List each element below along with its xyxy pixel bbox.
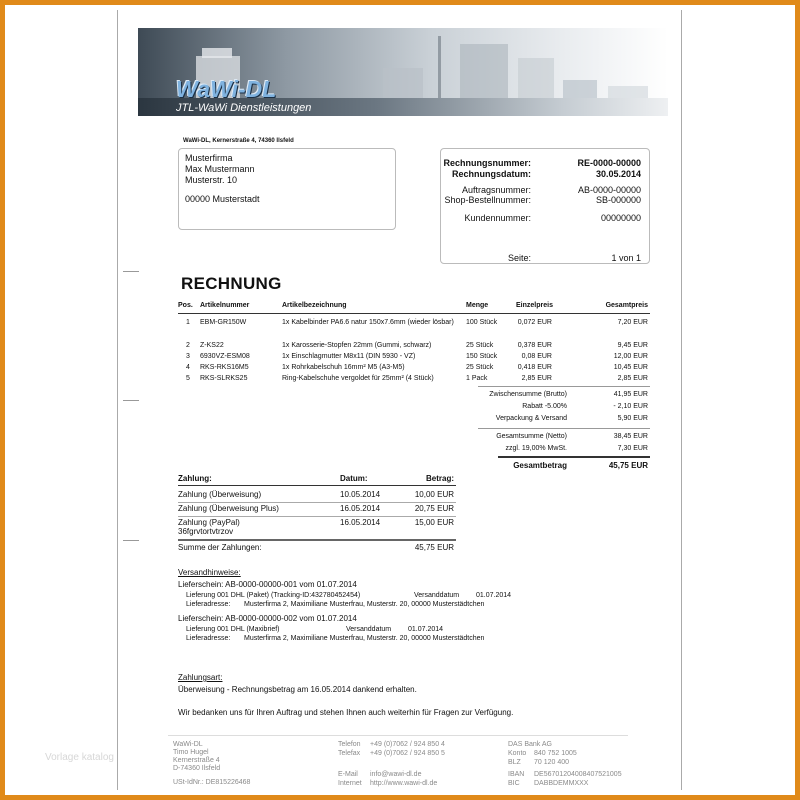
address-name: Max Mustermann: [185, 164, 255, 174]
address-city: 00000 Musterstadt: [185, 194, 260, 204]
thank-you-text: Wir bedanken uns für Ihren Auftrag und stehen Ihnen auch weiterhin für Fragen zur Verfügung.: [178, 708, 514, 717]
fold-mark: [123, 400, 139, 401]
table-row: 5 RKS-SLRKS25 Ring-Kabelschuhe vergoldet für 25mm² (4 Stück) 1 Pack 2,85 EUR 2,85 EUR: [186, 375, 648, 382]
delivery-note-1-title: Lieferschein: AB-0000-00000-001 vom 01.07.2014: [178, 580, 357, 589]
summary-total-divider: [498, 456, 650, 458]
company-tagline: JTL-WaWi Dienstleistungen: [176, 102, 312, 114]
footer-divider: [168, 735, 628, 736]
delivery-note-2-address: Musterfirma 2, Maximiliane Musterfrau, Musterstr. 20, 00000 Musterstädtchen: [244, 635, 485, 642]
summary-divider: [478, 386, 650, 387]
recipient-address: [178, 148, 396, 230]
summary-net: Gesamtsumme (Netto) 38,45 EUR: [496, 433, 648, 440]
info-row-invoice-number: Rechnungsnummer: RE-0000-00000: [443, 158, 641, 168]
sender-line: WaWi-DL, Kernerstraße 4, 74360 Ilsfeld: [183, 138, 294, 144]
delivery-note-2-date: 01.07.2014: [408, 626, 444, 633]
summary-discount: Rabatt -5.00% - 2,10 EUR: [522, 403, 648, 410]
summary-grand-total: Gesamtbetrag 45,75 EUR: [513, 461, 648, 470]
info-row-shop-order: Shop-Bestellnummer: SB-000000: [444, 195, 641, 205]
document-title: RECHNUNG: [181, 274, 282, 293]
payment-total-divider: [178, 539, 456, 541]
summary-shipping: Verpackung & Versand 5,90 EUR: [495, 415, 648, 422]
footer-company: WaWi-DL Timo Hugel Kernerstraße 4 D-74360 Ilsfeld USt-IdNr.: DE815226468: [173, 741, 251, 786]
table-row: 2 Z-KS22 1x Karosserie-Stopfen 22mm (Gummi, schwarz) 25 Stück 0,378 EUR 9,45 EUR: [186, 342, 648, 349]
delivery-note-1-date: 01.07.2014: [476, 592, 512, 599]
delivery-note-2-address-label: Lieferadresse:: [186, 635, 231, 642]
delivery-note-2-shipment: Lieferung 001 DHL (Maxibrief): [186, 626, 280, 633]
footer-bank: DAS Bank AG Konto 840 752 1005 BLZ 70 120 400 IBAN DE56701204008407521005 BIC DABBDEMMXXX: [508, 741, 622, 787]
payment-divider: [178, 516, 456, 517]
table-row: 3 6930VZ-ESM08 1x Einschlagmutter M8x11 (DIN 5930 - VZ) 150 Stück 0,08 EUR 12,00 EUR: [186, 353, 648, 360]
delivery-note-1-shipment: Lieferung 001 DHL (Paket) (Tracking-ID:432780452454): [186, 592, 361, 599]
payments-table-header: Zahlung: Datum: Betrag:: [178, 474, 456, 486]
invoice-info-box: [440, 148, 650, 264]
payments-total: Summe der Zahlungen: 45,75 EUR: [178, 543, 454, 552]
fold-mark: [123, 271, 139, 272]
fold-mark: [123, 540, 139, 541]
items-table-header: Pos. Artikelnummer Artikelbezeichnung Menge Einzelpreis Gesamtpreis: [178, 302, 650, 314]
table-row: 4 RKS-RKS16M5 1x Rohrkabelschuh 16mm² M5 (A3-M5) 25 Stück 0,418 EUR 10,45 EUR: [186, 364, 648, 371]
company-logo: WaWi-DL: [176, 76, 277, 102]
payment-divider: [178, 502, 456, 503]
shipping-notes-heading: Versandhinweise:: [178, 568, 241, 577]
payment-method-heading: Zahlungsart:: [178, 673, 223, 682]
delivery-note-2-date-label: Versanddatum: [346, 626, 392, 633]
watermark: Vorlage katalog: [45, 752, 114, 763]
address-street: Musterstr. 10: [185, 175, 238, 185]
delivery-note-2-title: Lieferschein: AB-0000-00000-002 vom 01.07.2014: [178, 614, 357, 623]
delivery-note-1-date-label: Versanddatum: [414, 592, 460, 599]
image-frame: [5, 5, 795, 795]
info-row-invoice-date: Rechnungsdatum: 30.05.2014: [451, 169, 641, 179]
payment-row: Zahlung (Überweisung) 10.05.2014 10,00 EUR: [178, 490, 454, 499]
table-row: 1 EBM-GR150W 1x Kabelbinder PA6.6 natur 150x7.6mm (wieder lösbar) 100 Stück 0,072 EUR 7,20 EUR: [186, 319, 648, 326]
footer-contact: Telefon +49 (0)7062 / 924 850 4 Telefax +49 (0)7062 / 924 850 5 E-Mail info@wawi-dl.de Internet http://www.wawi-dl.de: [338, 741, 445, 787]
info-row-page: Seite: 1 von 1: [507, 253, 641, 263]
header-banner: [138, 28, 668, 116]
payment-method-text: Überweisung - Rechnungsbetrag am 16.05.2014 dankend erhalten.: [178, 685, 417, 694]
info-row-customer-number: Kundennummer: 00000000: [464, 213, 641, 223]
payment-row: Zahlung (PayPal) 36fgrvtortvtrzov 16.05.2014 15,00 EUR: [178, 518, 454, 536]
delivery-note-1-address: Musterfirma 2, Maximiliane Musterfrau, Musterstr. 20, 00000 Musterstädtchen: [244, 601, 485, 608]
address-company: Musterfirma: [185, 153, 233, 163]
summary-vat: zzgl. 19,00% MwSt. 7,30 EUR: [505, 445, 648, 452]
summary-subtotal: Zwischensumme (Brutto) 41,95 EUR: [489, 391, 648, 398]
info-row-order-number: Auftragsnummer: AB-0000-00000: [461, 185, 641, 195]
summary-divider: [478, 428, 650, 429]
payment-row: Zahlung (Überweisung Plus) 16.05.2014 20,75 EUR: [178, 504, 454, 513]
delivery-note-1-address-label: Lieferadresse:: [186, 601, 231, 608]
invoice-page: [117, 10, 682, 790]
